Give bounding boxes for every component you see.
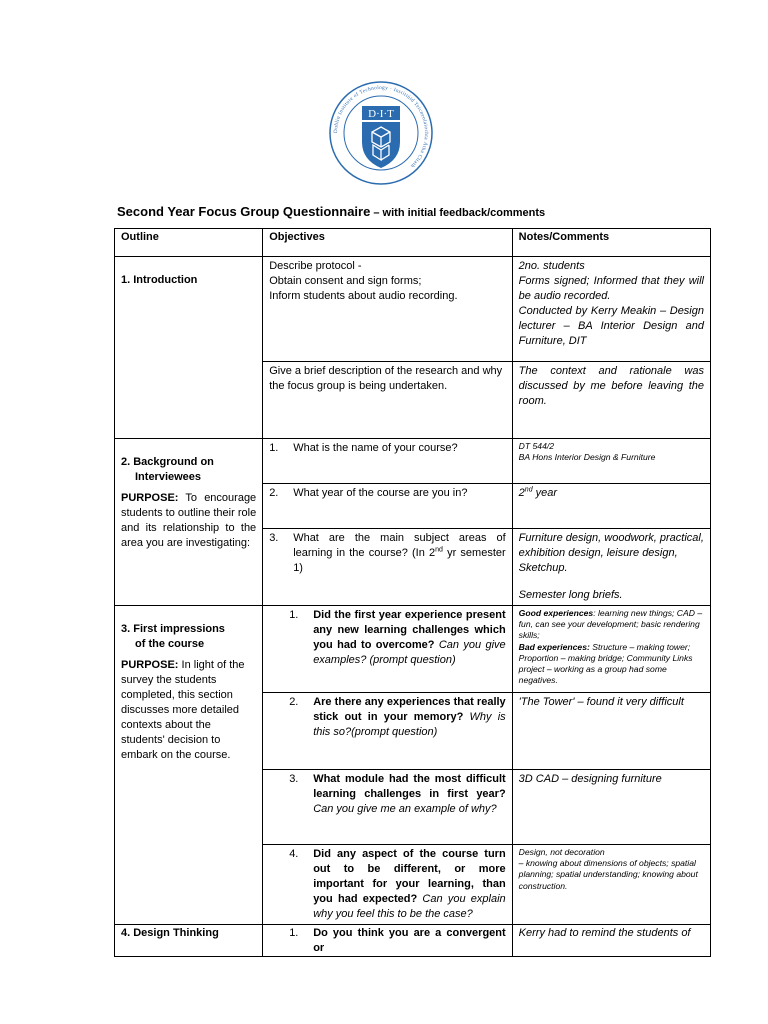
question-prompt: Can you give me an example of why?: [313, 803, 497, 815]
section-label: 3. First impressions: [121, 623, 225, 635]
section-first-impressions: [115, 606, 263, 925]
note-line: BA Hons Interior Design & Furniture: [518, 452, 656, 463]
note-line: Conducted by Kerry Meakin – Design lecturer – BA Interior Design and Furniture, DIT: [518, 305, 704, 347]
question-text: [313, 847, 505, 922]
note-cell: [512, 439, 710, 484]
question-text: [313, 772, 505, 817]
questionnaire-subtitle: – with initial feedback/comments: [370, 207, 546, 219]
question-part: What module had the most difficult learning challenges in first year?: [313, 773, 506, 800]
note-cell: 'The Tower' – found it very difficult: [512, 693, 710, 770]
header-outline: Outline: [115, 229, 263, 257]
question-text: What is the name of your course?: [293, 442, 458, 454]
question-sup: nd: [435, 546, 443, 554]
note-line: Design, not decoration: [518, 847, 605, 857]
dit-logo: [328, 80, 434, 186]
section-label: 1. Introduction: [121, 274, 198, 286]
question-prompt: Can you explain why you feel this to be the case?: [313, 893, 506, 920]
header-notes: Notes/Comments: [512, 229, 710, 257]
question-text: [293, 531, 505, 576]
question-number: 2.: [289, 696, 299, 708]
note-line: – knowing about dimensions of objects; spatial planning; spatial understanding; knowing about construction.: [518, 858, 698, 891]
table-row: [115, 606, 711, 693]
note-cell: [512, 845, 710, 925]
logo-text: D·I·T: [368, 108, 394, 120]
note-cell: [512, 606, 710, 693]
question-number: 1.: [269, 442, 279, 454]
question-number: 2.: [269, 487, 279, 499]
question-number: 1.: [289, 609, 299, 621]
objective-cell: Give a brief description of the research and why the focus group is being undertaken.: [263, 362, 512, 439]
note-line: 2no. students: [518, 260, 585, 272]
question-number: 4.: [289, 848, 299, 860]
note-line: Forms signed; Informed that they will be audio recorded.: [518, 275, 704, 302]
note-cell: Kerry had to remind the students of: [512, 925, 710, 957]
question-part: Did any aspect of the course turn out to be different, or more important for your learning, than you had expected?: [313, 848, 506, 905]
question-cell: [263, 529, 512, 606]
question-cell: [263, 439, 512, 484]
note-sup: nd: [524, 486, 533, 494]
note-label: Good experiences: [518, 608, 594, 618]
note-line: Semester long briefs.: [518, 589, 623, 601]
note-text: year: [532, 487, 558, 499]
document-heading: [117, 204, 545, 219]
question-prompt: Can you give examples? (prompt question): [313, 639, 506, 666]
question-part: yr semester 1): [293, 547, 506, 574]
objective-cell: [263, 257, 512, 362]
objective-line: Obtain consent and sign forms;: [269, 275, 422, 287]
header-objectives: Objectives: [263, 229, 512, 257]
logo-ring-text: Dublin Institute of Technology · Institiúid Teicneolaíochta Átha Cliath: [332, 84, 430, 169]
purpose-text: To encourage students to outline their role and its relationship to the area you are investigating:: [121, 492, 257, 549]
table-row: [115, 925, 711, 957]
note-text: Structure – making tower; Proportion – making bridge; Community Links project – working as a group had some negatives.: [518, 641, 693, 686]
question-cell: [263, 693, 512, 770]
question-part: Did the first year experience present any new learning challenges which you had to overcome?: [313, 609, 506, 651]
note-cell: [512, 257, 710, 362]
question-text: [313, 608, 505, 668]
question-part: Are there any experiences that really stick out in your memory?: [313, 696, 506, 723]
question-number: 3.: [289, 773, 299, 785]
question-part: What are the main subject areas of learning in the course? (In 2: [293, 532, 506, 559]
objective-line: Describe protocol -: [269, 260, 362, 272]
question-cell: [263, 606, 512, 693]
note-cell: 3D CAD – designing furniture: [512, 770, 710, 845]
note-label: Bad experiences:: [518, 641, 590, 652]
note-text: : learning new things; CAD – fun, can see your development; basic rendering skills;: [518, 608, 703, 641]
note-line: Furniture design, woodwork, practical, exhibition design, leisure design, Sketchup.: [518, 532, 704, 574]
section-purpose: [121, 491, 256, 551]
purpose-label: PURPOSE:: [121, 492, 179, 504]
questionnaire-title: Second Year Focus Group Questionnaire: [117, 204, 371, 219]
section-label: Interviewees: [135, 471, 202, 483]
question-text: Do you think you are a convergent or: [313, 927, 506, 954]
question-cell: [263, 770, 512, 845]
note-cell: [512, 484, 710, 529]
question-cell: [263, 845, 512, 925]
table-header-row: [115, 229, 711, 257]
note-cell: [512, 529, 710, 606]
objective-line: Inform students about audio recording.: [269, 290, 458, 302]
section-introduction: [115, 257, 263, 439]
question-number: 1.: [289, 927, 299, 939]
table-row: [115, 257, 711, 362]
section-design-thinking: 4. Design Thinking: [115, 925, 263, 957]
question-cell: [263, 925, 512, 957]
section-purpose: [121, 658, 256, 763]
section-background: [115, 439, 263, 606]
question-text: What year of the course are you in?: [293, 487, 468, 499]
note-cell: The context and rationale was discussed by me before leaving the room.: [512, 362, 710, 439]
question-cell: [263, 484, 512, 529]
purpose-label: PURPOSE:: [121, 659, 179, 671]
section-label: 2. Background on: [121, 456, 214, 468]
question-number: 3.: [269, 532, 279, 544]
questionnaire-table: [114, 228, 711, 957]
table-row: [115, 439, 711, 484]
purpose-text: In light of the survey the students completed, this section discusses more detailed contexts about the students' decision to embark on the course.: [121, 659, 245, 761]
question-text: [313, 695, 505, 740]
note-text: 2: [518, 487, 525, 499]
section-label: of the course: [135, 638, 205, 650]
question-prompt: Why is this so?(prompt question): [313, 711, 506, 738]
note-line: DT 544/2: [518, 441, 555, 451]
